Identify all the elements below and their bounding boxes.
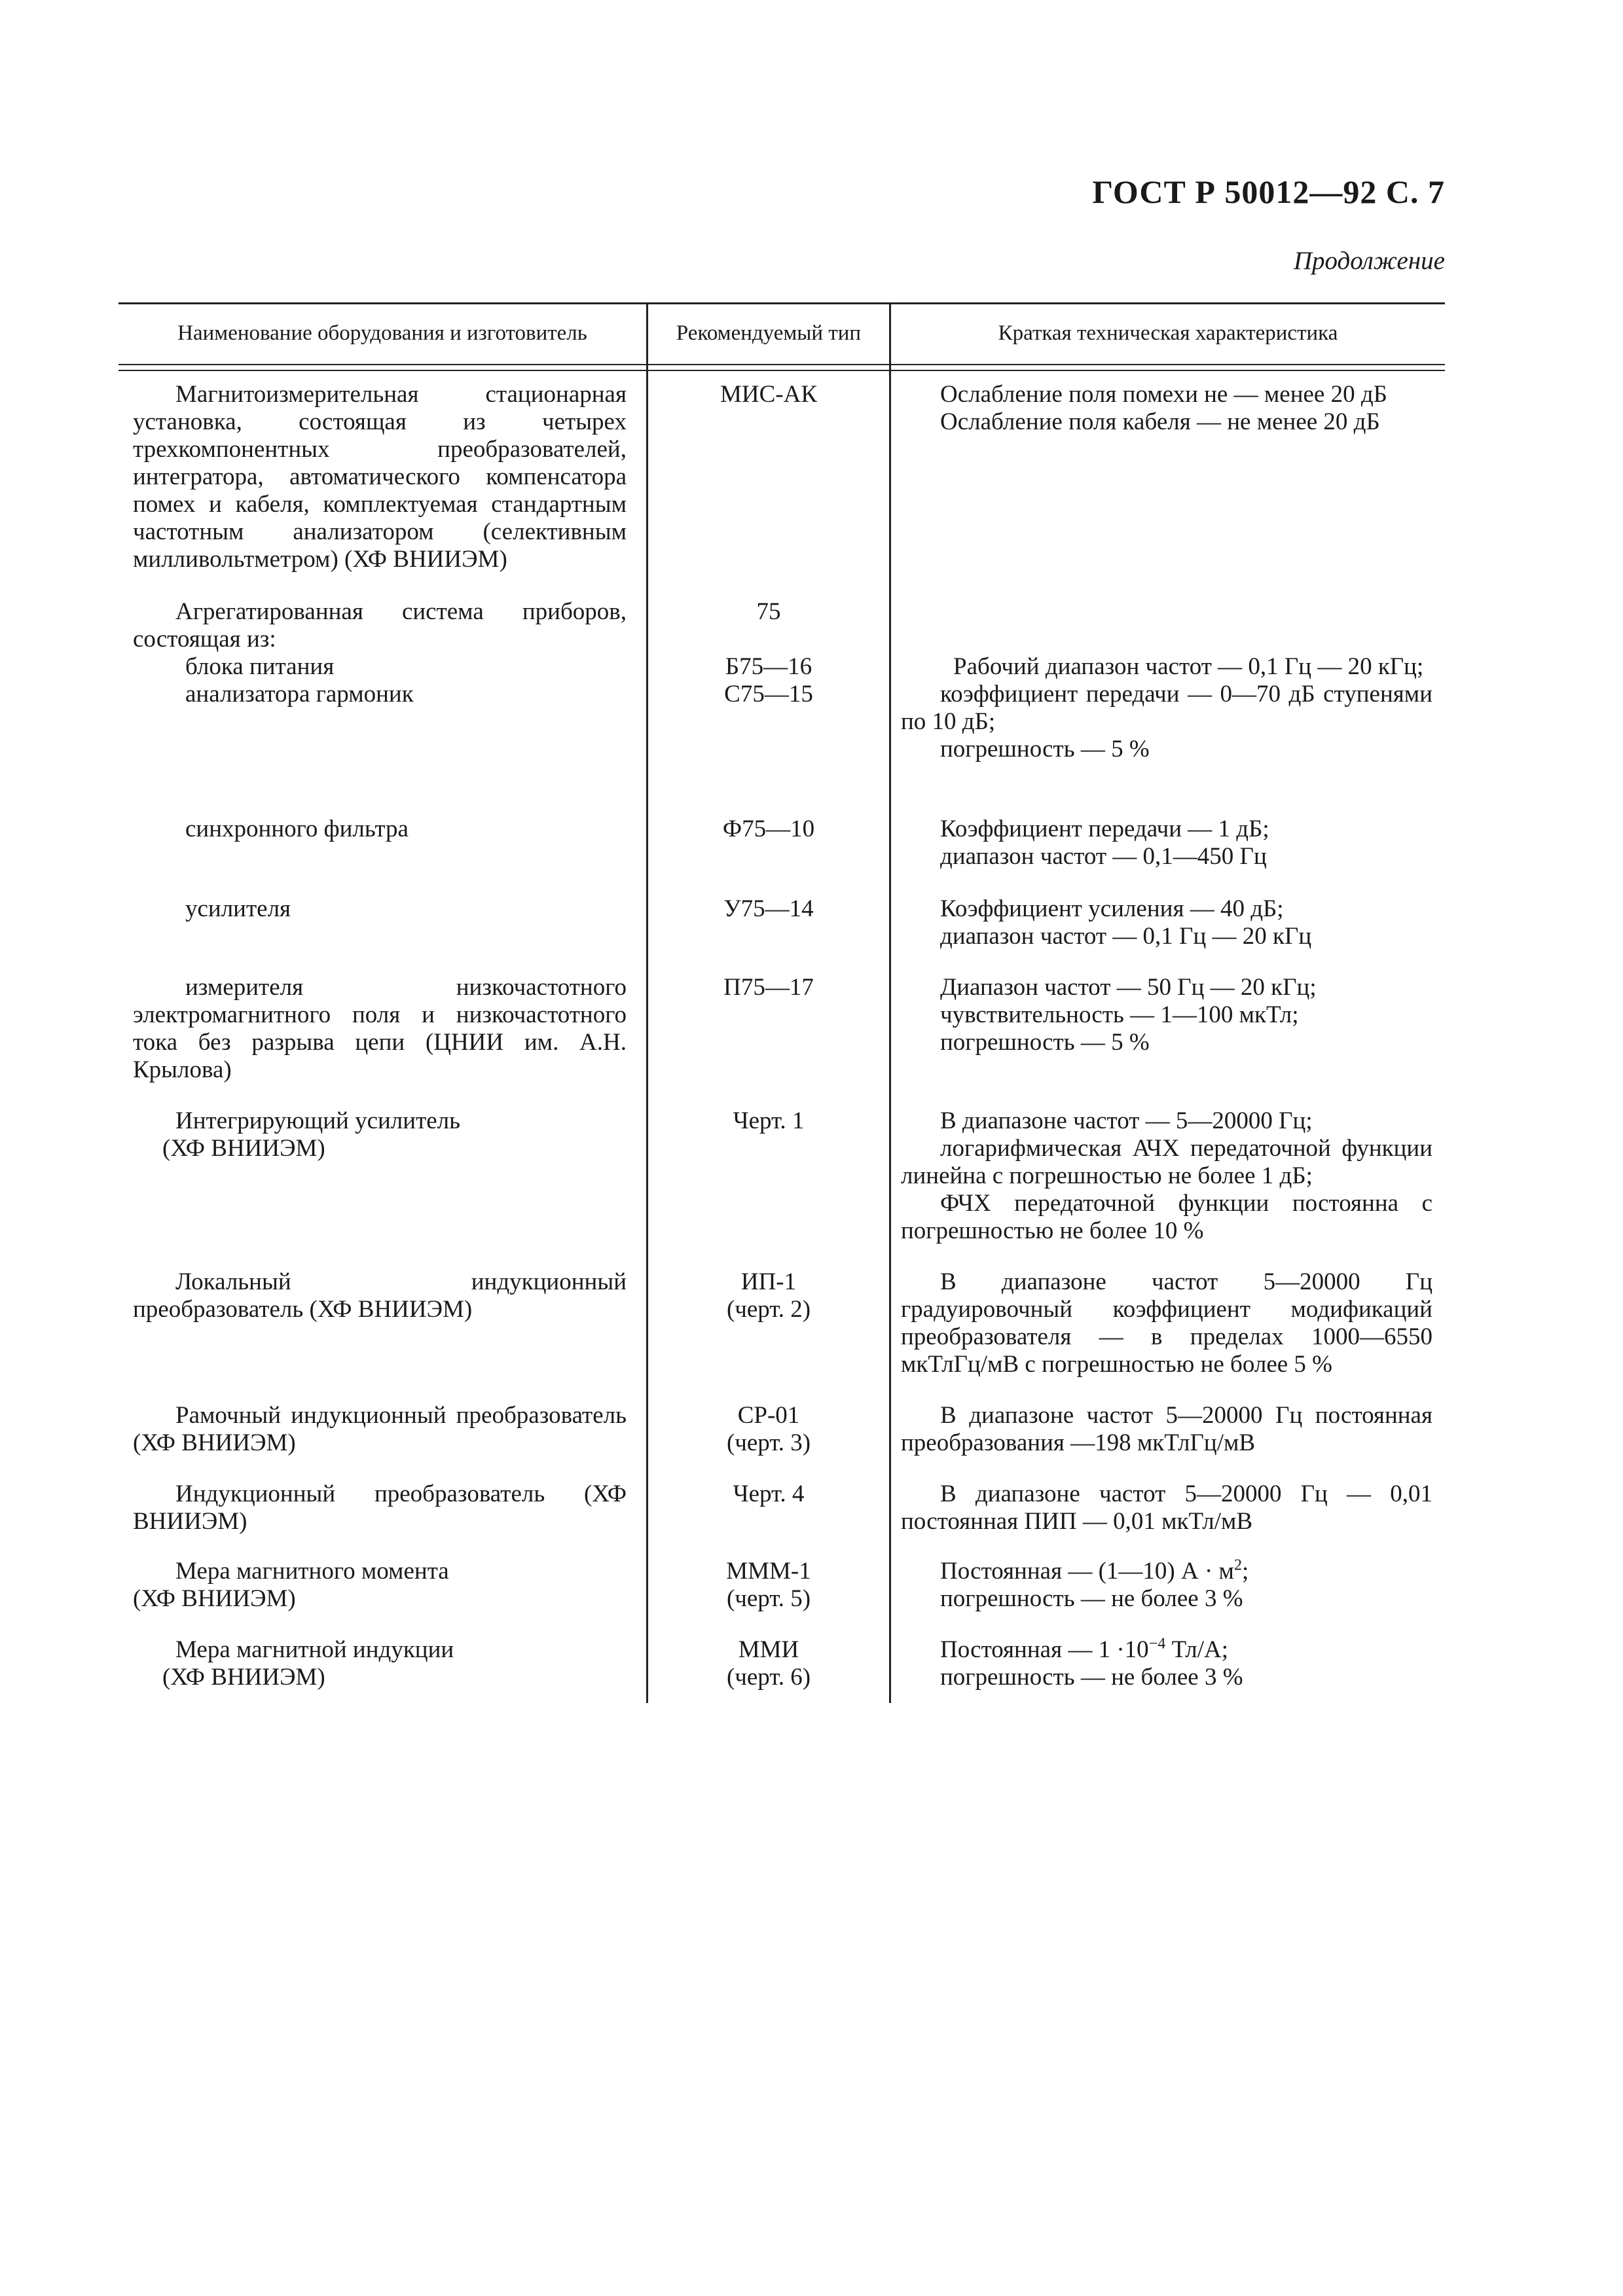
column-divider bbox=[889, 302, 891, 1703]
equipment-spec: В диапазоне частот 5—20000 Гц — 0,01 постоянная ПИП — 0,01 мкТл/мВ bbox=[901, 1480, 1432, 1535]
equipment-name: Индукционный преобразователь (ХФ ВНИИЭМ) bbox=[133, 1480, 627, 1535]
equipment-name: Мера магнитной индукции (ХФ ВНИИЭМ) bbox=[162, 1636, 454, 1691]
column-header-name: Наименование оборудования и изготовитель bbox=[177, 321, 587, 345]
spec-text: ; bbox=[1241, 1558, 1249, 1585]
equipment-name: Интегрирующий усилитель (ХФ ВНИИЭМ) bbox=[162, 1107, 461, 1162]
equipment-name: Мера магнитного момента (ХФ ВНИИЭМ) bbox=[133, 1558, 449, 1612]
equipment-type: 75 bbox=[756, 598, 781, 625]
equipment-name: Рамочный индукционный преобразователь (ХФ ВНИИЭМ) bbox=[133, 1402, 627, 1456]
column-header-type: Рекомендуемый тип bbox=[676, 321, 862, 345]
equipment-type: ММИ (черт. 6) bbox=[726, 1636, 811, 1691]
equipment-name: Магнитоизмерительная стационарная установка, состоящая из четырех трехкомпонентных преобразователей, интегратора, автоматического компенсатора помех и кабеля, комплектуемая стандартным частотным анализатором (селективным милливольтметром) (ХФ ВНИИЭМ) bbox=[133, 381, 627, 573]
equipment-name: синхронного фильтра bbox=[185, 816, 409, 842]
equipment-spec: В диапазоне частот 5—20000 Гц постоянная преобразования —198 мкТлГц/мВ bbox=[901, 1402, 1432, 1456]
equipment-type: Б75—16 С75—15 bbox=[724, 653, 813, 708]
equipment-spec: Коэффициент усиления — 40 дБ; диапазон частот — 0,1 Гц — 20 кГц bbox=[940, 895, 1312, 950]
equipment-name: усилителя bbox=[185, 895, 291, 922]
header-rule-double bbox=[119, 370, 1445, 371]
spec-text: Тл/А; bbox=[1165, 1636, 1228, 1663]
equipment-type: Черт. 1 bbox=[733, 1107, 805, 1134]
equipment-spec: В диапазоне частот 5—20000 Гц градуировочный коэффициент модификаций преобразователя — в пределах 1000—6550 мкТлГц/мВ с погрешностью не более 5 % bbox=[901, 1268, 1432, 1378]
equipment-name: блока питания анализатора гармоник bbox=[185, 653, 414, 708]
equipment-spec: Диапазон частот — 50 Гц — 20 кГц; чувствительность — 1—100 мкТл; погрешность — 5 % bbox=[940, 974, 1317, 1056]
equipment-type: П75—17 bbox=[723, 974, 814, 1001]
equipment-name: Локальный индукционный преобразователь (ХФ ВНИИЭМ) bbox=[133, 1268, 627, 1323]
equipment-type: У75—14 bbox=[723, 895, 814, 922]
spec-text: Постоянная — (1—10) А · м bbox=[940, 1558, 1234, 1585]
equipment-spec: Рабочий диапазон частот — 0,1 Гц — 20 кГц; коэффициент передачи — 0—70 дБ ступенями по 10 дБ; погрешность — 5 % bbox=[901, 653, 1432, 762]
page-header: ГОСТ Р 50012—92 С. 7 bbox=[1092, 173, 1445, 210]
equipment-type: ММM-1 (черт. 5) bbox=[726, 1558, 811, 1612]
header-rule bbox=[119, 364, 1445, 365]
continuation-label: Продолжение bbox=[1293, 247, 1445, 275]
superscript: 2 bbox=[1233, 1556, 1242, 1574]
superscript: −4 bbox=[1148, 1635, 1166, 1653]
equipment-type: СР-01 (черт. 3) bbox=[726, 1402, 811, 1456]
equipment-spec: Коэффициент передачи — 1 дБ; диапазон частот — 0,1—450 Гц bbox=[940, 816, 1269, 870]
equipment-type: Ф75—10 bbox=[722, 816, 815, 842]
equipment-name: Агрегатированная система приборов, состоящая из: bbox=[133, 598, 627, 653]
equipment-type: Черт. 4 bbox=[733, 1480, 805, 1507]
column-header-spec: Краткая техническая характеристика bbox=[998, 321, 1338, 345]
equipment-table bbox=[119, 302, 1445, 1703]
equipment-spec: В диапазоне частот — 5—20000 Гц; логарифмическая АЧХ передаточной функции линейна с погрешностью не более 1 дБ; ФЧХ передаточной функции постоянна с погрешностью не более 10 % bbox=[901, 1107, 1432, 1244]
equipment-spec: Постоянная — $1 \cdot 10^{-4}$ Тл/А; погрешность — не более 3 % bbox=[940, 1635, 1243, 1691]
equipment-type: МИС-АК bbox=[720, 381, 818, 408]
spec-text: Постоянная — 1 ·10 bbox=[940, 1636, 1149, 1663]
equipment-type: ИП-1 (черт. 2) bbox=[726, 1268, 811, 1323]
equipment-spec: Ослабление поля помехи не — менее 20 дБ Ослабление поля кабеля — не менее 20 дБ bbox=[940, 381, 1387, 435]
equipment-name: измерителя низкочастотного электромагнитного поля и низкочастотного тока без разрыва цепи (ЦНИИ им. А.Н. Крылова) bbox=[133, 974, 627, 1083]
equipment-spec: Постоянная — (1—10) $А \cdot м^2$; погрешность — не более 3 % bbox=[940, 1556, 1249, 1612]
